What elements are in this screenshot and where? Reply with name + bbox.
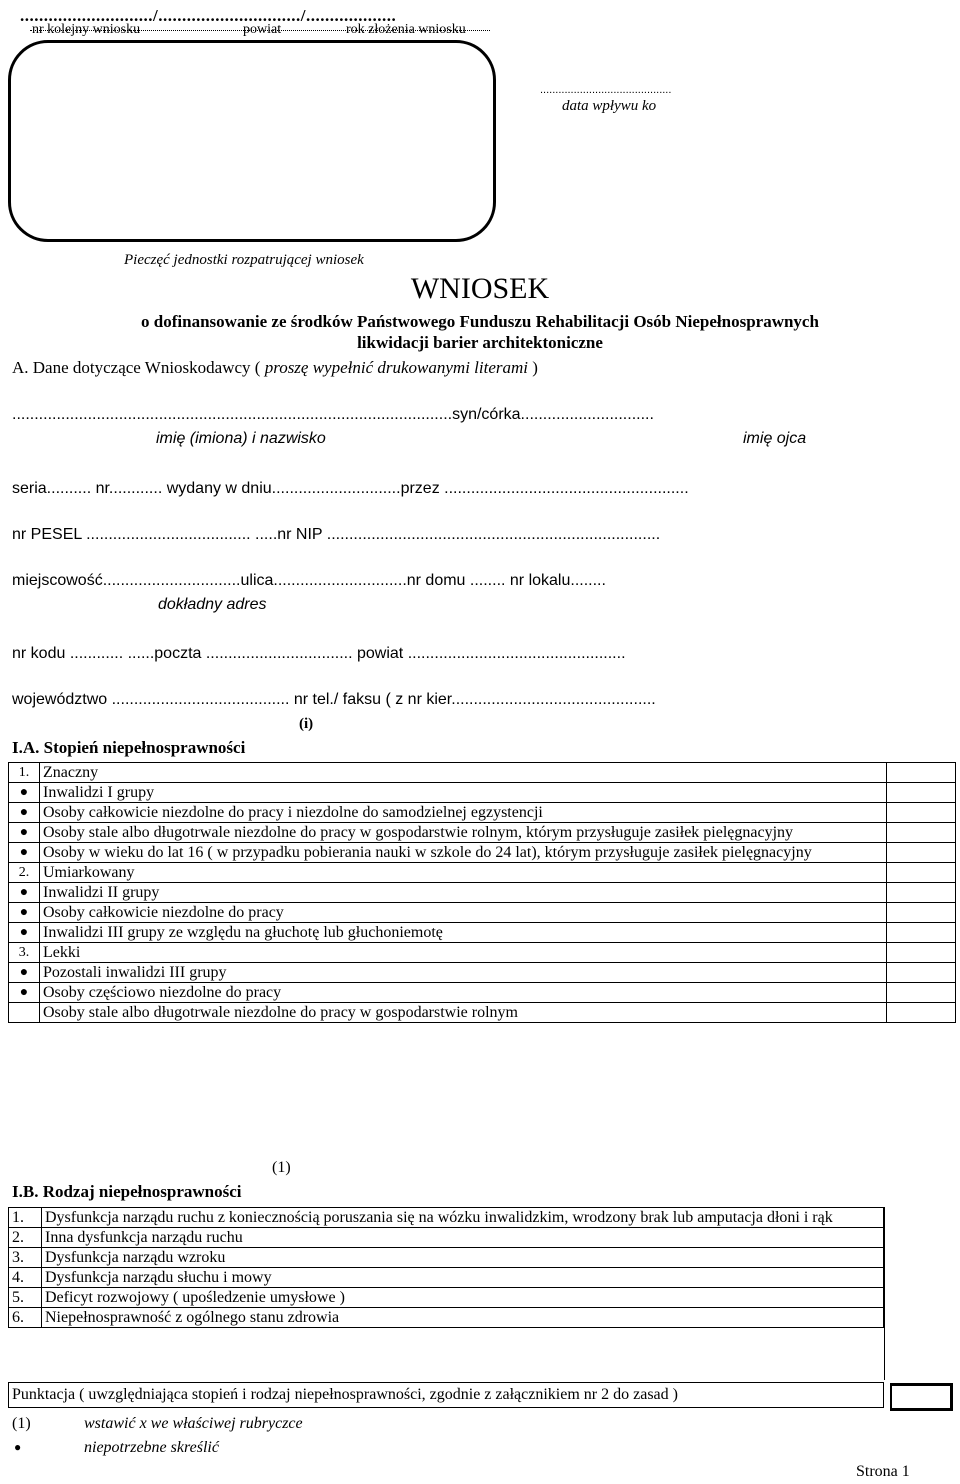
bullet-icon: ● (9, 923, 40, 943)
bullet-icon: ● (9, 983, 40, 1003)
type-row[interactable] (9, 1228, 884, 1248)
section-ib-title: I.B. Rodzaj niepełnosprawności (12, 1182, 242, 1201)
section-a-heading (12, 358, 538, 378)
disability-degree-table (8, 762, 956, 1023)
degree-checkbox[interactable] (887, 943, 956, 963)
footnote-2-text: niepotrzebne skreślić (84, 1439, 219, 1456)
degree-text: Osoby częściowo niezdolne do pracy (40, 983, 887, 1003)
degree-checkbox[interactable] (887, 883, 956, 903)
type-number: 2. (9, 1228, 42, 1248)
degree-text: Znaczny (40, 763, 887, 783)
type-text: Dysfunkcja narządu słuchu i mowy (42, 1268, 884, 1288)
section-ia-marker: (i) (299, 716, 314, 732)
header-underline (30, 30, 490, 32)
degree-checkbox[interactable] (887, 803, 956, 823)
stamp-label: Pieczęć jednostki rozpatrującej wniosek (124, 252, 364, 268)
degree-row (9, 963, 956, 983)
row-number: 3. (9, 943, 40, 963)
degree-row (9, 903, 956, 923)
label-exact-address: dokładny adres (158, 596, 267, 613)
page-number: Strona 1 (856, 1463, 910, 1480)
degree-checkbox[interactable] (887, 1003, 956, 1023)
type-row[interactable] (9, 1288, 884, 1308)
degree-text: Inwalidzi III grupy ze względu na głuchotę lub głuchoniemotę (40, 923, 887, 943)
arrival-date-label: data wpływu ko (562, 98, 657, 114)
degree-text: Umiarkowany (40, 863, 887, 883)
type-text: Deficyt rozwojowy ( upośledzenie umysłowe ) (42, 1288, 884, 1308)
degree-checkbox[interactable] (887, 763, 956, 783)
degree-checkbox[interactable] (887, 923, 956, 943)
row-number: 1. (9, 763, 40, 783)
section-a-close: ) (528, 358, 538, 377)
degree-checkbox[interactable] (887, 963, 956, 983)
table-b-right-edge (884, 1207, 885, 1380)
field-voivodeship-line[interactable]: województwo ........................................ nr tel./ faksu ( z nr kier.............................................. (12, 691, 656, 708)
type-row[interactable] (9, 1268, 884, 1288)
degree-checkbox[interactable] (887, 783, 956, 803)
type-number: 3. (9, 1248, 42, 1268)
bullet-icon: ● (9, 903, 40, 923)
degree-text: Osoby całkowicie niezdolne do pracy (40, 903, 887, 923)
page-title: WNIOSEK (410, 272, 550, 305)
subtitle-line-2: likwidacji barier architektoniczne (357, 333, 603, 352)
section-ib-marker: (1) (272, 1159, 291, 1176)
field-id-line[interactable]: seria.......... nr............ wydany w dniu.............................przez ....................................................... (12, 480, 689, 497)
type-row[interactable] (9, 1208, 884, 1228)
degree-text: Inwalidzi II grupy (40, 883, 887, 903)
degree-row (9, 923, 956, 943)
footnote-2-mark: ● (14, 1440, 22, 1454)
field-postal-line[interactable]: nr kodu ............ ......poczta ................................. powiat ................................................. (12, 645, 626, 662)
score-input-box[interactable] (890, 1383, 953, 1411)
degree-row (9, 763, 956, 783)
disability-type-table (8, 1207, 884, 1328)
type-text: Dysfunkcja narządu wzroku (42, 1248, 884, 1268)
type-text: Inna dysfunkcja narządu ruchu (42, 1228, 884, 1248)
section-a-hint: proszę wypełnić drukowanymi literami (264, 358, 529, 377)
stamp-box (8, 40, 496, 242)
degree-checkbox[interactable] (887, 983, 956, 1003)
type-number: 6. (9, 1308, 42, 1328)
subtitle-line-1: o dofinansowanie ze środków Państwowego Funduszu Rehabilitacji Osób Niepełnosprawnych (141, 312, 819, 331)
label-full-name: imię (imiona) i nazwisko (156, 430, 326, 447)
bullet-icon: ● (9, 843, 40, 863)
degree-text: Osoby całkowicie niezdolne do pracy i niezdolne do samodzielnej egzystencji (40, 803, 887, 823)
degree-text: Osoby stale albo długotrwale niezdolne do pracy w gospodarstwie rolnym (40, 1003, 887, 1023)
type-row[interactable] (9, 1308, 884, 1328)
degree-row (9, 863, 956, 883)
type-row[interactable] (9, 1248, 884, 1268)
degree-row (9, 783, 956, 803)
score-row (8, 1382, 884, 1408)
type-text: Dysfunkcja narządu ruchu z koniecznością poruszania się na wózku inwalidzkim, wrodzony brak lub amputacja dłoni i rąk (42, 1208, 884, 1228)
row-number: 2. (9, 863, 40, 883)
degree-row (9, 823, 956, 843)
footnote-1-mark: (1) (12, 1415, 31, 1432)
bullet-icon: ● (9, 803, 40, 823)
bullet-icon: ● (9, 823, 40, 843)
degree-row (9, 883, 956, 903)
section-ia-title: I.A. Stopień niepełnosprawności (12, 738, 246, 757)
bullet-icon: ● (9, 783, 40, 803)
degree-text: Lekki (40, 943, 887, 963)
degree-checkbox[interactable] (887, 863, 956, 883)
degree-text: Inwalidzi I grupy (40, 783, 887, 803)
row-number (9, 1003, 40, 1023)
type-number: 5. (9, 1288, 42, 1308)
arrival-dots: ........................................... (540, 84, 672, 96)
label-application-number: nr kolejny wniosku (32, 22, 141, 37)
label-father-name: imię ojca (743, 430, 807, 447)
field-pesel-nip-line[interactable]: nr PESEL ..................................... .....nr NIP ........................................................................... (12, 526, 661, 543)
degree-text: Osoby w wieku do lat 16 ( w przypadku pobierania nauki w szkole do 24 lat), którym przysługuje zasiłek pielęgnacyjny (40, 843, 887, 863)
degree-text: Osoby stale albo długotrwale niezdolne do pracy w gospodarstwie rolnym, którym przysługuje zasiłek pielęgnacyjny (40, 823, 887, 843)
label-district: powiat (243, 22, 282, 37)
degree-checkbox[interactable] (887, 903, 956, 923)
degree-row (9, 983, 956, 1003)
type-text: Niepełnosprawność z ogólnego stanu zdrowia (42, 1308, 884, 1328)
degree-text: Pozostali inwalidzi III grupy (40, 963, 887, 983)
bullet-icon: ● (9, 963, 40, 983)
degree-checkbox[interactable] (887, 823, 956, 843)
type-number: 4. (9, 1268, 42, 1288)
degree-row (9, 943, 956, 963)
score-label: Punktacja ( uwzględniająca stopień i rodzaj niepełnosprawności, zgodnie z załącznikiem nr 2 do zasad ) (12, 1386, 678, 1403)
degree-row (9, 1003, 956, 1023)
bullet-icon: ● (9, 883, 40, 903)
degree-row (9, 803, 956, 823)
label-year: rok złożenia wniosku (346, 22, 466, 37)
section-a-label: A. Dane dotyczące Wnioskodawcy ( (12, 358, 265, 377)
degree-checkbox[interactable] (887, 843, 956, 863)
field-name-line[interactable]: ...................................................................................................syn/córka.............................. (12, 406, 654, 423)
field-address-line[interactable]: miejscowość...............................ulica..............................nr domu ........ nr lokalu........ (12, 572, 606, 589)
footnote-1-text: wstawić x we właściwej rubryczce (84, 1415, 303, 1432)
degree-row (9, 843, 956, 863)
type-number: 1. (9, 1208, 42, 1228)
header-dots: ............................/............................../................... (20, 6, 397, 25)
